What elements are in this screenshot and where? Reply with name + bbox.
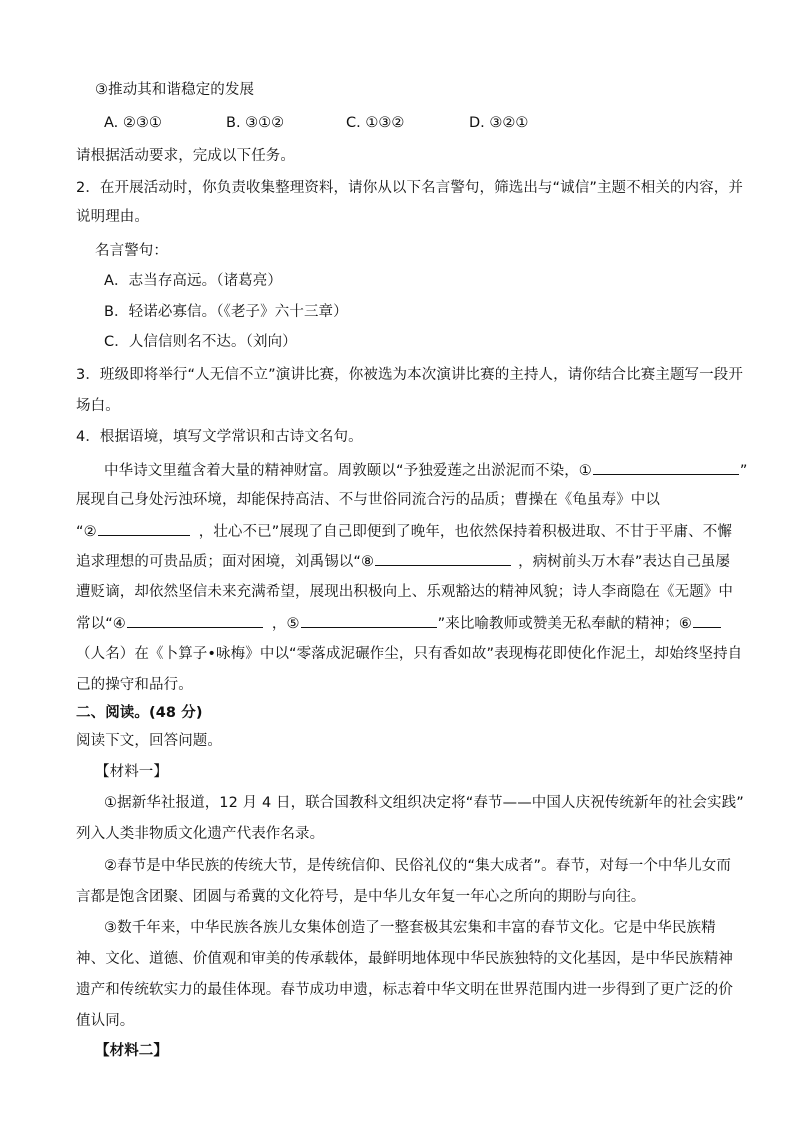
- choice-c: C. ①③②: [346, 115, 405, 131]
- fill-line-3: [76, 521, 732, 542]
- quote-c: C．人信信则名不达。（刘向）: [104, 334, 297, 350]
- section-2-heading: 二、阅读。(48 分): [76, 705, 203, 721]
- paragraph-3-line-4: 值认同。: [76, 1013, 135, 1029]
- answer-blank-1[interactable]: [593, 460, 739, 475]
- answer-blank-5[interactable]: [301, 613, 437, 628]
- fill-text: ”: [739, 463, 748, 479]
- question-4-heading: 4．根据语境，填写文学常识和古诗文名句。: [76, 429, 363, 445]
- fill-line-5: 遭贬谪，却依然坚信未来充满希望，展现出积极向上、乐观豁达的精神风貌；诗人李商隐在《无题》中: [76, 584, 733, 600]
- fill-text: ，⑤: [271, 616, 300, 632]
- fill-text: “②: [76, 524, 97, 540]
- fill-text: ”来比喻教师或赞美无私奉献的精神；⑥: [437, 616, 692, 632]
- fill-text: ，壮心不已”展现了自己即便到了晚年，也依然保持着积极进取、不甘于平庸、不懈: [198, 524, 732, 540]
- fill-line-1: [104, 460, 748, 481]
- paragraph-2-line-2: 言都是饱含团聚、团圆与希冀的文化符号，是中华儿女年复一年心之所向的期盼与向往。: [76, 889, 646, 905]
- paragraph-1-line-2: 列入人类非物质文化遗产代表作名录。: [76, 826, 325, 842]
- answer-blank-2[interactable]: [98, 521, 190, 536]
- quote-b: B．轻诺必寡信。（《老子》六十三章）: [104, 304, 348, 320]
- option-line-3: ③推动其和谐稳定的发展: [95, 82, 255, 98]
- choice-b: B. ③①②: [226, 115, 285, 131]
- question-3-line-2: 场白。: [76, 398, 120, 414]
- fill-text: ，病树前头万木春”表达自己虽屡: [518, 554, 731, 570]
- fill-text: 常以“④: [76, 616, 126, 632]
- answer-blank-6[interactable]: [693, 613, 721, 628]
- quotes-heading: 名言警句：: [95, 243, 168, 259]
- fill-text: 中华诗文里蕴含着大量的精神财富。周敦颐以“予独爱莲之出淤泥而不染，①: [104, 463, 592, 479]
- reading-instruction: 阅读下文，回答问题。: [76, 733, 222, 749]
- question-2-line-2: 说明理由。: [76, 209, 149, 225]
- material-2-heading: 【材料二】: [95, 1043, 168, 1059]
- paragraph-3-line-3: 遗产和传统软实力的最佳体现。春节成功申遗，标志着中华文明在世界范围内进一步得到了更广泛的价: [76, 982, 733, 998]
- choice-a: A. ②③①: [104, 115, 162, 131]
- fill-line-2: 展现自己身处污浊环境，却能保持高洁、不与世俗同流合污的品质；曹操在《龟虽寿》中以: [76, 492, 660, 508]
- question-2-line-1: 2．在开展活动时，你负责收集整理资料，请你从以下名言警句，筛选出与“诚信”主题不相关的内容，并: [76, 180, 743, 196]
- fill-text: 追求理想的可贵品质；面对困境，刘禹锡以“⑧: [76, 554, 375, 570]
- fill-line-7: （人名）在《卜算子•咏梅》中以“零落成泥碾作尘，只有香如故”表现梅花即使化作泥土，却始终坚持自: [76, 646, 743, 662]
- answer-blank-8[interactable]: [375, 551, 511, 566]
- fill-line-6: [76, 613, 722, 634]
- question-3-line-1: 3．班级即将举行“人无信不立”演讲比赛，你被选为本次演讲比赛的主持人，请你结合比赛主题写一段开: [76, 367, 743, 383]
- fill-line-4: [76, 551, 730, 572]
- paragraph-3-line-2: 神、文化、道德、价值观和审美的传承载体，最鲜明地体现中华民族独特的文化基因，是中华民族精神: [76, 951, 733, 967]
- fill-line-8: 己的操守和品行。: [76, 677, 193, 693]
- choice-d: D. ③②①: [469, 115, 529, 131]
- paragraph-1-line-1: ①据新华社报道，12 月 4 日，联合国教科文组织决定将“春节——中国人庆祝传统新年的社会实践”: [104, 795, 744, 811]
- instruction-text: 请根据活动要求，完成以下任务。: [76, 148, 295, 164]
- paragraph-2-line-1: ②春节是中华民族的传统大节，是传统信仰、民俗礼仪的“集大成者”。春节，对每一个中华儿女而: [104, 858, 731, 874]
- paragraph-3-line-1: ③数千年来，中华民族各族儿女集体创造了一整套极其宏集和丰富的春节文化。它是中华民族精: [104, 920, 716, 936]
- material-1-heading: 【材料一】: [95, 764, 168, 780]
- quote-a: A．志当存高远。（诸葛亮）: [104, 273, 282, 289]
- answer-blank-4[interactable]: [127, 613, 263, 628]
